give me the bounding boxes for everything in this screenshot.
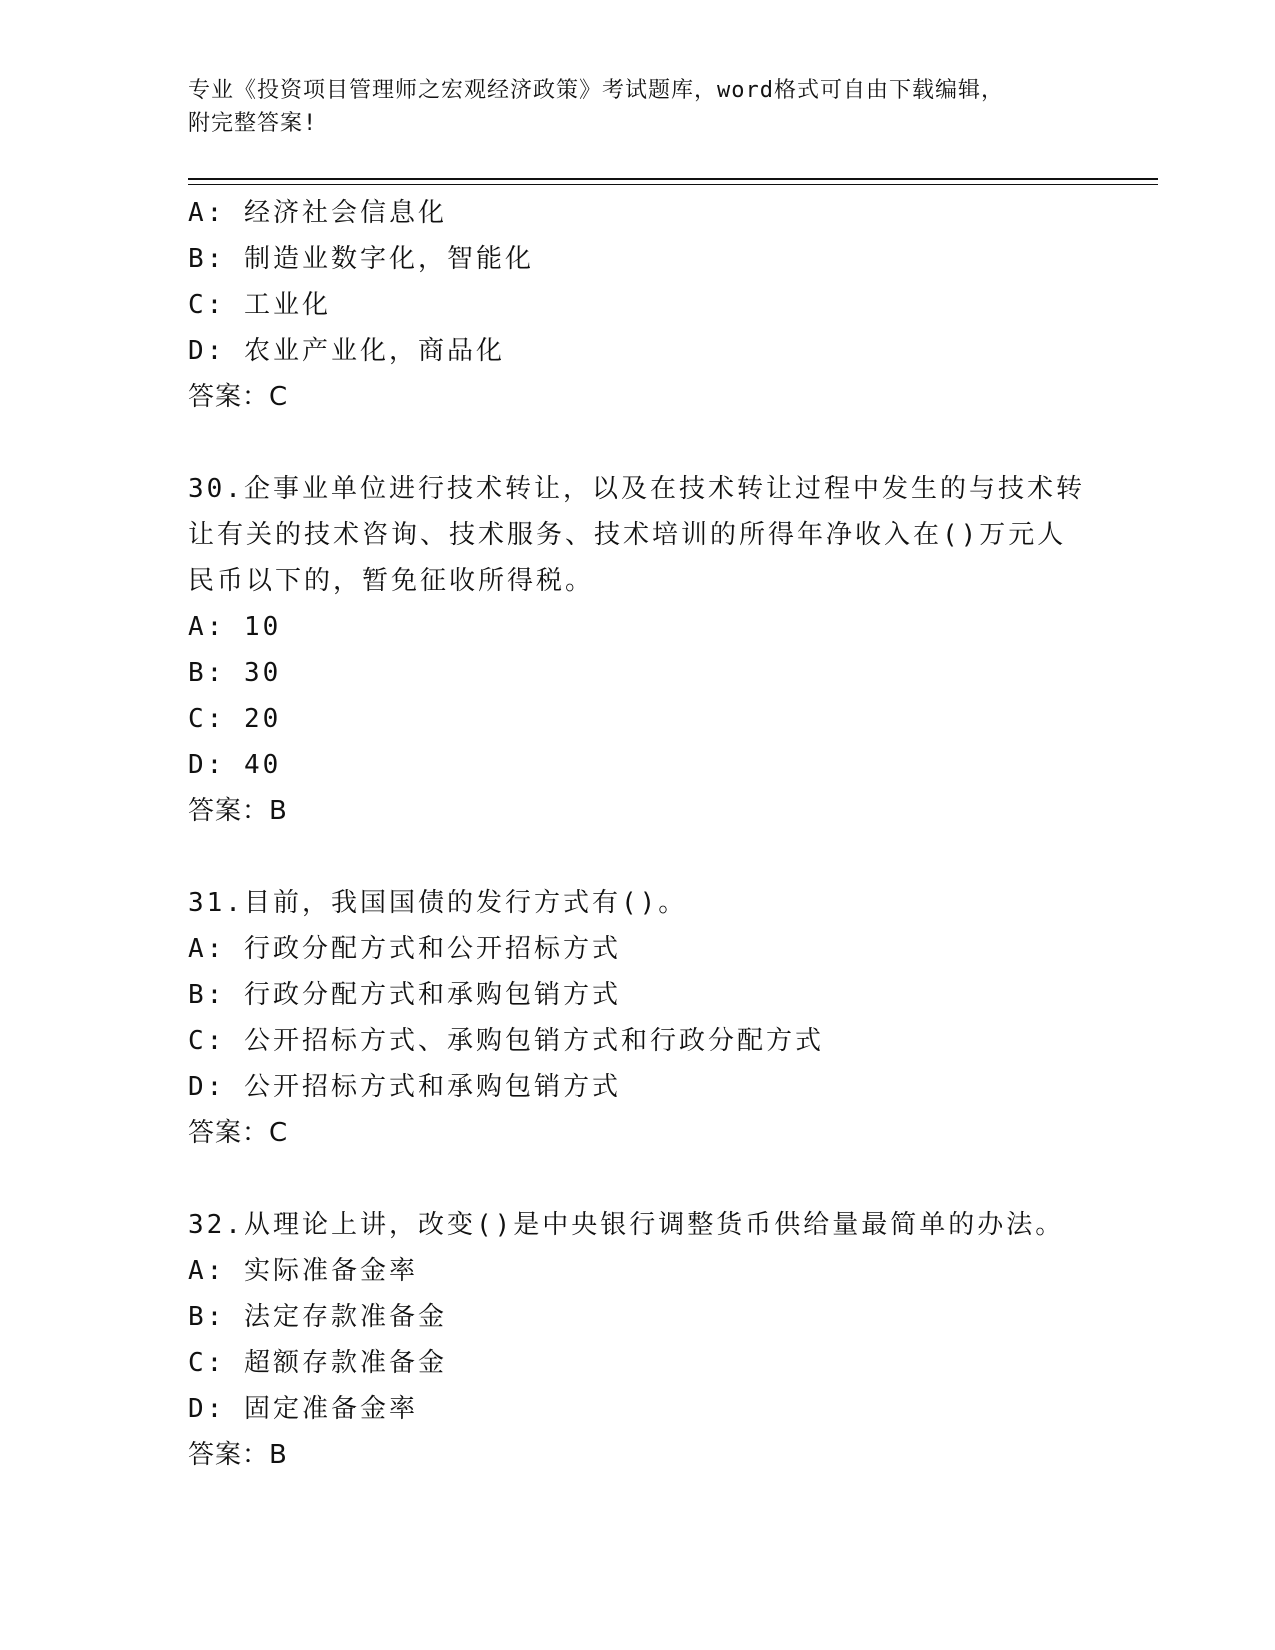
option-d: D: 固定准备金率 bbox=[188, 1394, 418, 1424]
option-b: B: 法定存款准备金 bbox=[188, 1302, 447, 1332]
option-d: D: 公开招标方式和承购包销方式 bbox=[188, 1072, 621, 1102]
question-text-line-3: 民币以下的，暂免征收所得税。 bbox=[188, 566, 595, 596]
answer-label: 答案：B bbox=[188, 1440, 288, 1470]
option-c: C: 20 bbox=[188, 704, 282, 734]
option-a: A: 10 bbox=[188, 612, 282, 642]
question-text-line-1: 30.企事业单位进行技术转让，以及在技术转让过程中发生的与技术转 bbox=[188, 474, 1085, 504]
option-d: D: 40 bbox=[188, 750, 282, 780]
header-divider-thick bbox=[188, 178, 1158, 180]
option-b: B: 行政分配方式和承购包销方式 bbox=[188, 980, 621, 1010]
spacer bbox=[188, 834, 1088, 880]
option-d: D: 农业产业化，商品化 bbox=[188, 336, 505, 366]
answer-label: 答案：C bbox=[188, 1118, 289, 1148]
option-c: C: 超额存款准备金 bbox=[188, 1348, 447, 1378]
question-list bbox=[188, 190, 1088, 1478]
option-a: A: 实际准备金率 bbox=[188, 1256, 418, 1286]
header-line-2: 附完整答案! bbox=[188, 111, 318, 136]
question-29 bbox=[188, 190, 1088, 420]
question-31 bbox=[188, 880, 1088, 1156]
question-text: 32.从理论上讲，改变()是中央银行调整货币供给量最简单的办法。 bbox=[188, 1210, 1065, 1240]
document-header bbox=[188, 74, 1088, 140]
spacer bbox=[188, 1156, 1088, 1202]
answer-label: 答案：B bbox=[188, 796, 288, 826]
header-divider-thin bbox=[188, 184, 1158, 185]
answer-label: 答案：C bbox=[188, 382, 289, 412]
option-a: A: 经济社会信息化 bbox=[188, 198, 447, 228]
question-30 bbox=[188, 466, 1088, 834]
spacer bbox=[188, 420, 1088, 466]
option-c: C: 公开招标方式、承购包销方式和行政分配方式 bbox=[188, 1026, 824, 1056]
header-line-1: 专业《投资项目管理师之宏观经济政策》考试题库，word格式可自由下载编辑， bbox=[188, 78, 1004, 103]
question-text-line-2: 让有关的技术咨询、技术服务、技术培训的所得年净收入在()万元人 bbox=[188, 520, 1067, 550]
question-32 bbox=[188, 1202, 1088, 1478]
question-text: 31.目前，我国国债的发行方式有()。 bbox=[188, 888, 688, 918]
option-b: B: 制造业数字化，智能化 bbox=[188, 244, 534, 274]
option-b: B: 30 bbox=[188, 658, 282, 688]
option-a: A: 行政分配方式和公开招标方式 bbox=[188, 934, 621, 964]
option-c: C: 工业化 bbox=[188, 290, 331, 320]
